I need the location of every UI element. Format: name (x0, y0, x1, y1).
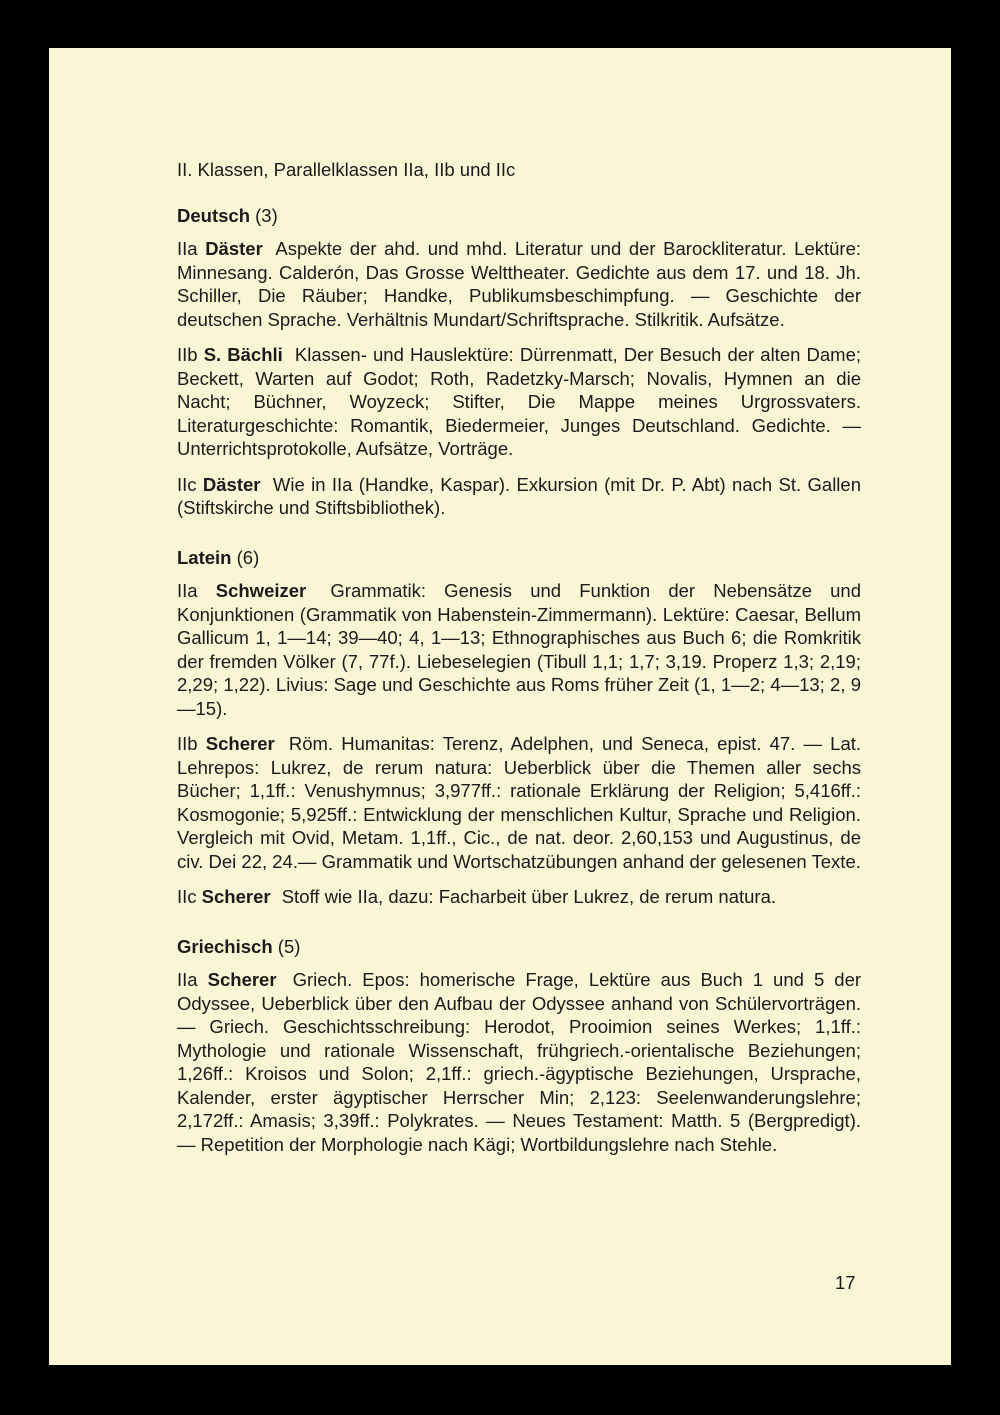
teacher-name: Däster (205, 238, 263, 259)
subject-hours: (5) (277, 935, 301, 957)
section-griechisch (177, 935, 861, 1157)
teacher-name: Scherer (205, 733, 275, 754)
teacher-name: Schweizer (215, 580, 307, 601)
section-latein (177, 546, 861, 909)
subject-name: Deutsch (177, 204, 250, 226)
section-title (177, 935, 861, 959)
class-label: IIb (177, 733, 198, 754)
course-description: Grammatik: Genesis und Funktion der Nebensätze und Konjunktionen (Grammatik von Habenstein-Zimmermann). Lektüre: Caesar, Bellum Gallicum 1, 1—14; 39—40; 4, 1—13; Ethnographisches aus Buch 6; die Romkritik der fremden Völker (7, 77f.). Liebeselegien (Tibull 1,1; 1,7; 3,19. Properz 1,3; 2,19; 2,29; 1,22). Livius: Sage und Geschichte aus Roms früher Zeit (1, 1—2; 4—13; 2, 9—15). (177, 580, 862, 719)
class-label: IIb (177, 344, 198, 365)
section-deutsch (177, 204, 861, 520)
class-label: IIc (177, 886, 197, 907)
teacher-name: Däster (202, 473, 261, 495)
course-description: Klassen- und Hauslektüre: Dürrenmatt, Der Besuch der alten Dame; Beckett, Warten auf Godot; Roth, Radetzky-Marsch; Novalis, Hymnen an die Nacht; Büchner, Woyzeck; Stifter, Die Mappe meines Urgrossvaters. Literaturgeschichte: Romantik, Biedermeier, Junges Deutschland. Gedichte. — Unterrichtsprotokolle, Aufsätze, Vorträge. (177, 344, 861, 459)
section-title (177, 204, 861, 228)
teacher-name: Scherer (201, 886, 271, 907)
course-entry (177, 968, 861, 1156)
course-entry (177, 885, 861, 909)
subject-name: Latein (177, 546, 232, 568)
class-label: IIa (177, 969, 198, 990)
page-content (177, 158, 861, 1182)
course-description: Aspekte der ahd. und mhd. Literatur und der Barockliteratur. Lektüre: Minnesang. Calderón, Das Grosse Welttheater. Gedichte aus dem 17. und 18. Jh. Schiller, Die Räuber; Handke, Publikumsbeschimpfung. — Geschichte der deutschen Sprache. Verhältnis Mundart/Schriftsprache. Stilkritik. Aufsätze. (177, 238, 862, 330)
class-label: IIa (177, 580, 198, 601)
course-entry (177, 579, 861, 720)
teacher-name: Scherer (207, 969, 277, 990)
course-description: Röm. Humanitas: Terenz, Adelphen, und Seneca, epist. 47. — Lat. Lehrepos: Lukrez, de rerum natura: Ueberblick über die Themen aller sechs Bücher; 1,1ff.: Venushymnus; 3,977ff.: rationale Erklärung der Religion; 5,416ff.: Kosmogonie; 5,925ff.: Entwicklung der menschlichen Kultur, Sprache und Religion. Vergleich mit Ovid, Metam. 1,1ff., Cic., de nat. deor. 2,60,153 und Augustinus, de civ. Dei 22, 24.— Grammatik und Wortschatzübungen anhand der gelesenen Texte. (177, 733, 862, 872)
course-entry (177, 732, 861, 873)
class-label: IIc (177, 473, 197, 495)
subject-name: Griechisch (177, 935, 273, 957)
course-description: Griech. Epos: homerische Frage, Lektüre aus Buch 1 und 5 der Odyssee, Ueberblick über den Aufbau der Odyssee anhand von Schülervorträgen. — Griech. Geschichtsschreibung: Herodot, Prooimion seines Werkes; 1,1ff.: Mythologie und rationale Wissenschaft, frühgriech.-orientalische Beziehungen; 1,26ff.: Kroisos und Solon; 2,1ff.: griech.-ägyptische Beziehungen, Ursprache, Kalender, erster ägyptischer Herrscher Min; 2,123: Seelenwanderungslehre; 2,172ff.: Amasis; 3,39ff.: Polykrates. — Neues Testament: Matth. 5 (Bergpredigt). — Repetition der Morphologie nach Kägi; Wortbildungslehre nach Stehle. (177, 969, 862, 1155)
page-heading: II. Klassen, Parallelklassen IIa, IIb und IIc (177, 159, 516, 180)
course-description: Stoff wie IIa, dazu: Facharbeit über Lukrez, de rerum natura. (281, 886, 776, 907)
course-entry (177, 473, 861, 520)
class-label: IIa (177, 238, 198, 259)
subject-hours: (6) (236, 546, 260, 568)
course-description: Wie in IIa (Handke, Kaspar). Exkursion (mit Dr. P. Abt) nach St. Gallen (Stiftskirche und Stiftsbibliothek). (177, 473, 861, 518)
subject-hours: (3) (255, 204, 278, 226)
section-title (177, 546, 861, 570)
course-entry (177, 237, 861, 331)
document-page (49, 48, 951, 1365)
page-number: 17 (835, 1272, 856, 1293)
teacher-name: S. Bächli (203, 344, 283, 365)
course-entry (177, 343, 861, 461)
